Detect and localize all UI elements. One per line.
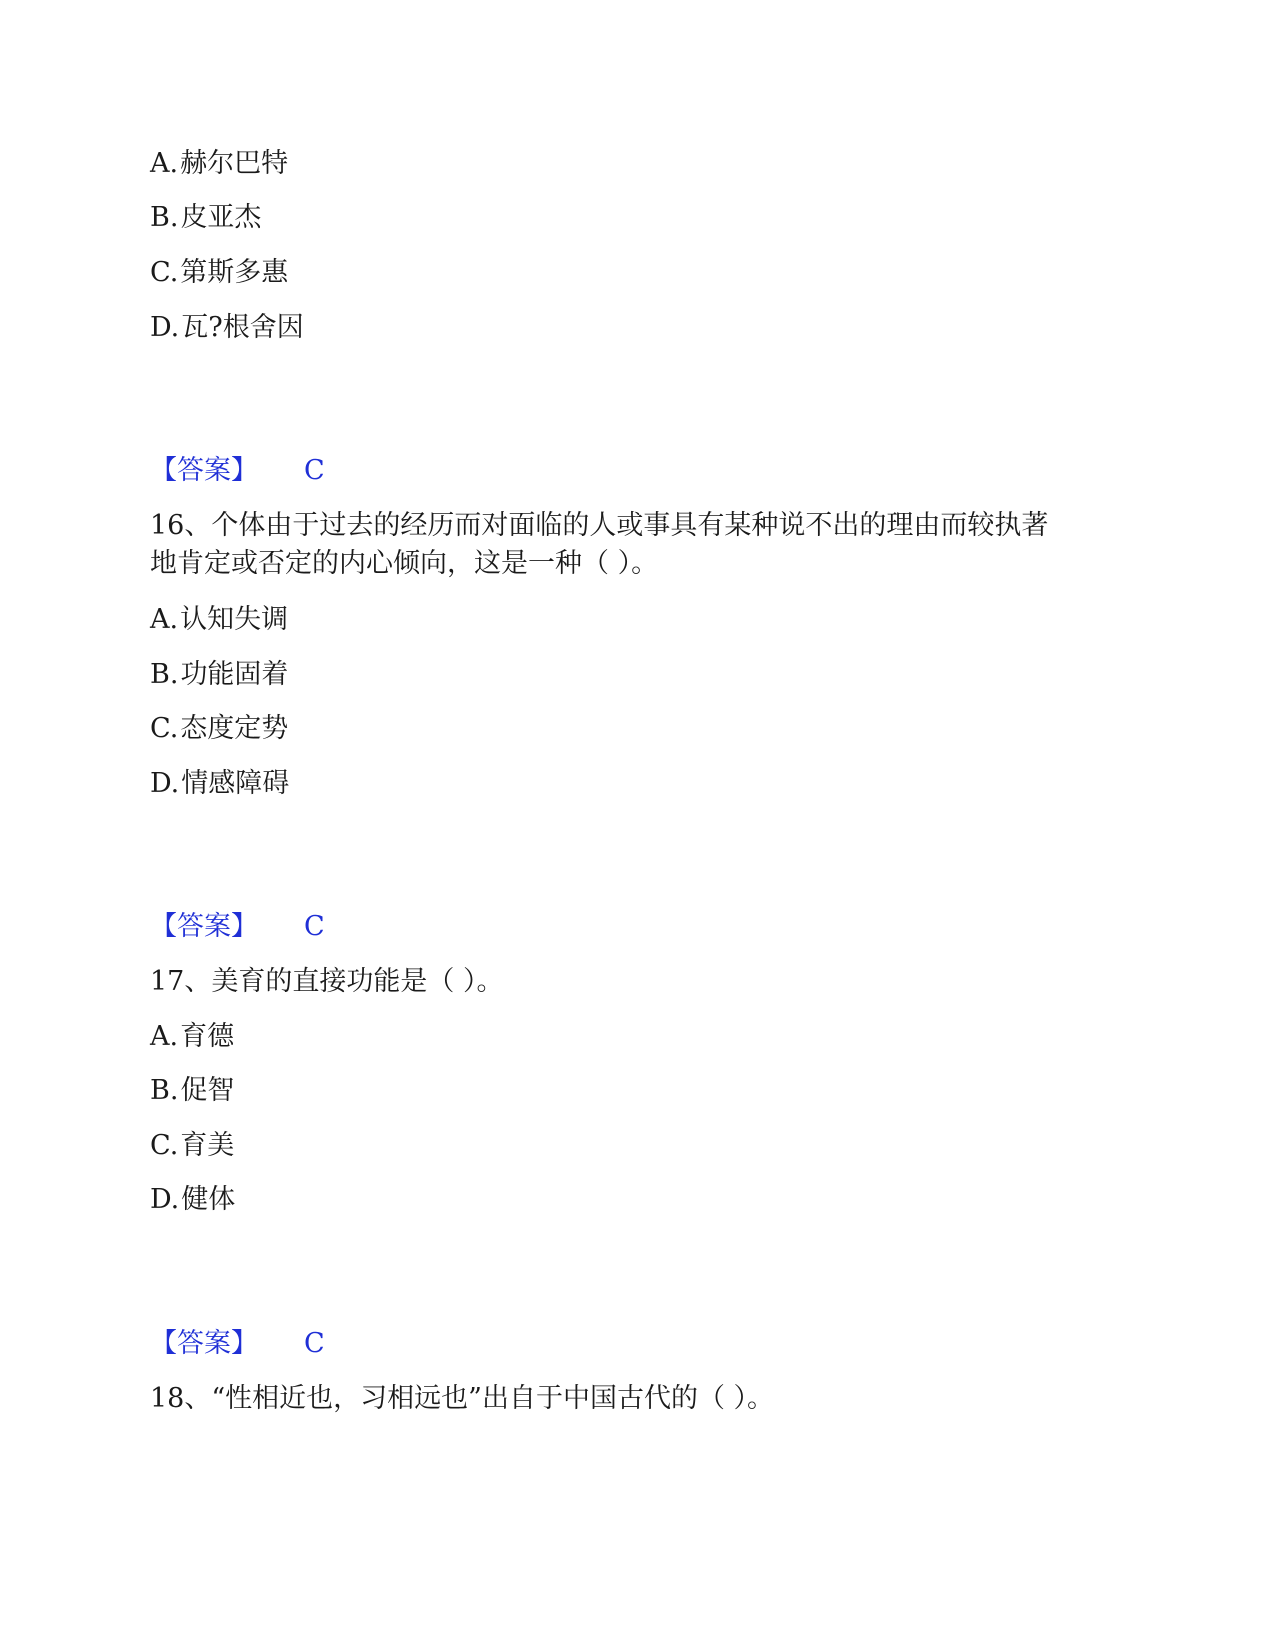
option-text: 皮亚杰 [180,202,262,233]
option-text: 育美 [180,1130,235,1161]
option-a [150,1018,234,1056]
option-letter: D. [150,1184,180,1215]
option-letter: B. [150,202,179,233]
option-text: 功能固着 [180,659,289,690]
option-letter: A. [150,1021,179,1052]
option-text: 情感障碍 [181,768,290,799]
answer-label: 【答案】 [150,455,258,486]
answer-value: C [304,1328,325,1359]
option-c [150,710,288,748]
option-d [150,765,289,803]
option-a [150,601,288,639]
option-text: 健体 [181,1184,236,1215]
option-text: 认知失调 [180,604,289,635]
option-text: 育德 [180,1021,235,1052]
option-letter: A. [150,148,179,179]
option-letter: B. [150,1075,179,1106]
option-d [150,1181,235,1219]
option-letter: C. [150,1130,179,1161]
answer-value: C [304,911,325,942]
option-text: 第斯多惠 [180,257,289,288]
option-text: 赫尔巴特 [180,148,289,179]
question-18: 18、“性相近也，习相远也”出自于中国古代的（ ）。 [150,1383,775,1414]
option-letter: B. [150,659,179,690]
answer-line [150,908,325,946]
answer-value: C [304,455,325,486]
option-c [150,254,288,292]
option-c [150,1127,234,1165]
option-b [150,199,261,237]
option-text: 态度定势 [180,713,289,744]
option-letter: D. [150,312,180,343]
option-letter: C. [150,257,179,288]
option-a [150,145,288,183]
option-text: 促智 [180,1075,235,1106]
option-text: 瓦?根舍因 [181,312,304,343]
option-letter: C. [150,713,179,744]
option-letter: A. [150,604,179,635]
option-letter: D. [150,768,180,799]
option-d [150,309,304,347]
option-b [150,656,288,694]
question-16-line-1: 16、个体由于过去的经历而对面临的人或事具有某种说不出的理由而较执著 [150,510,1049,541]
answer-label: 【答案】 [150,1328,258,1359]
answer-line [150,1325,325,1363]
answer-label: 【答案】 [150,911,258,942]
question-17: 17、美育的直接功能是（ ）。 [150,966,504,997]
option-b [150,1072,234,1110]
question-16-line-2: 地肯定或否定的内心倾向，这是一种（ ）。 [150,548,659,579]
answer-line [150,452,325,490]
